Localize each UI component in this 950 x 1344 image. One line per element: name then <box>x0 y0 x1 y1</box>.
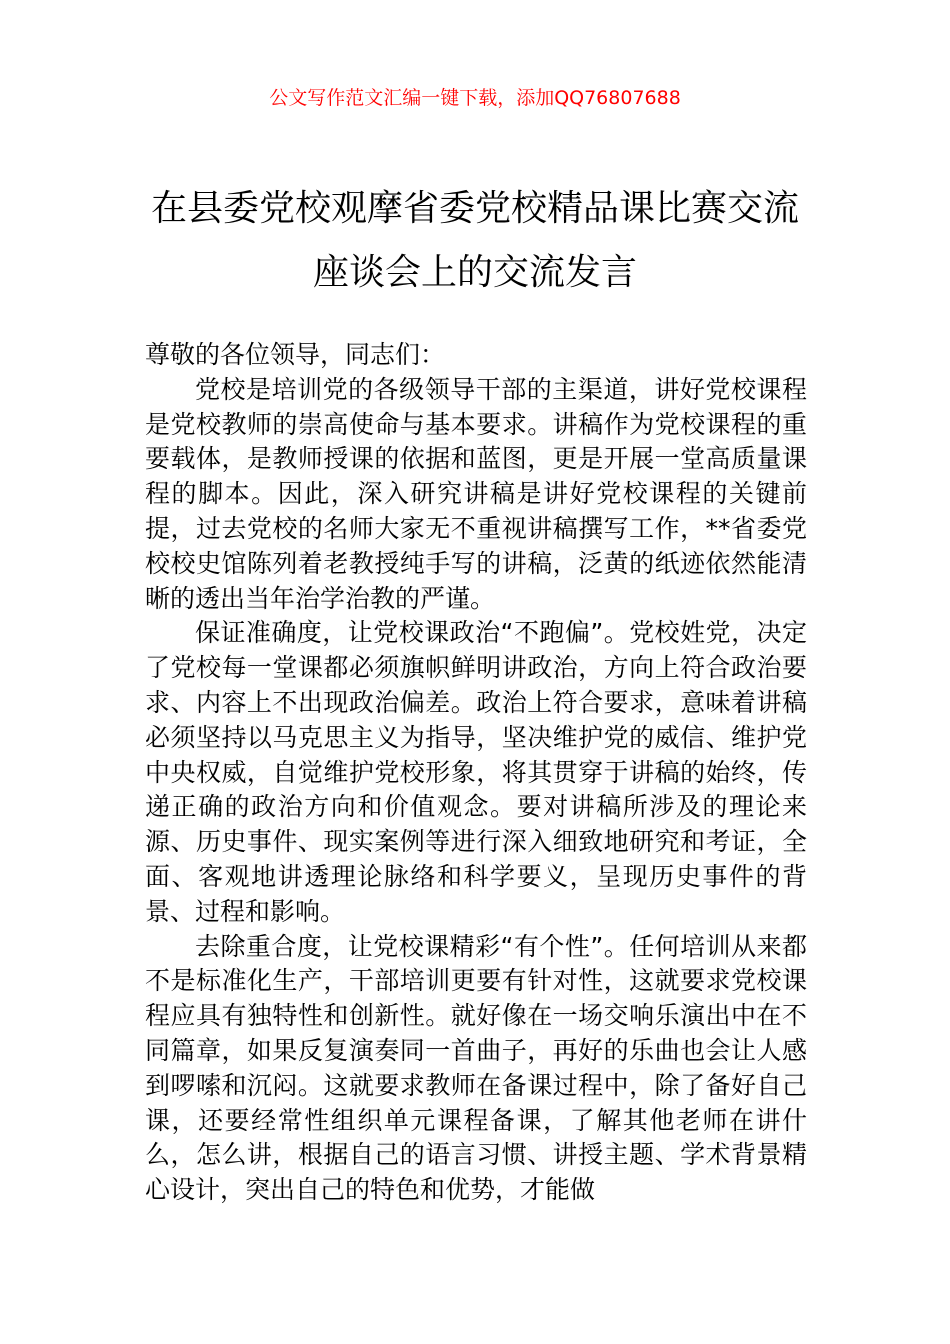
document-title <box>120 177 830 305</box>
salutation: 尊敬的各位领导，同志们： <box>145 340 446 369</box>
title-line-1: 在县委党校观摩省委党校精品课比赛交流 <box>150 188 799 229</box>
paragraph-3: 去除重合度，让党校课精彩“有个性”。任何培训从来都不是标准化生产，干部培训更要有针对性，这就要求党校课程应具有独特性和创新性。就好像在一场交响乐演出中在不同篇章，如果反复演奏同一首曲子，再好的乐曲也会让人感到啰嗦和沉闷。这就要求教师在备课过程中，除了备好自己课，还要经常性组织单元课程备课，了解其他老师在讲什么，怎么讲，根据自己的语言习惯、讲授主题、学术背景精心设计，突出自己的特色和优势，才能做 <box>145 931 807 1205</box>
paragraph-1: 党校是培训党的各级领导干部的主渠道，讲好党校课程是党校教师的崇高使命与基本要求。讲稿作为党校课程的重要载体，是教师授课的依据和蓝图，更是开展一堂高质量课程的脚本。因此，深入研究讲稿是讲好党校课程的关键前提，过去党校的名师大家无不重视讲稿撰写工作，**省委党校校史馆陈列着老教授纯手写的讲稿，泛黄的纸迹依然能清晰的透出当年治学治教的严谨。 <box>145 374 807 613</box>
document-body <box>145 338 807 1208</box>
download-notice: 公文写作范文汇编一键下载，添加QQ76807688 <box>269 87 681 109</box>
title-line-2: 座谈会上的交流发言 <box>312 252 637 293</box>
paragraph-2: 保证准确度，让党校课政治“不跑偏”。党校姓党，决定了党校每一堂课都必须旗帜鲜明讲政治，方向上符合政治要求、内容上不出现政治偏差。政治上符合要求，意味着讲稿必须坚持以马克思主义为指导，坚决维护党的威信、维护党中央权威，自觉维护党校形象，将其贯穿于讲稿的始终，传递正确的政治方向和价值观念。要对讲稿所涉及的理论来源、历史事件、现实案例等进行深入细致地研究和考证，全面、客观地讲透理论脉络和科学要义，呈现历史事件的背景、过程和影响。 <box>145 618 807 926</box>
